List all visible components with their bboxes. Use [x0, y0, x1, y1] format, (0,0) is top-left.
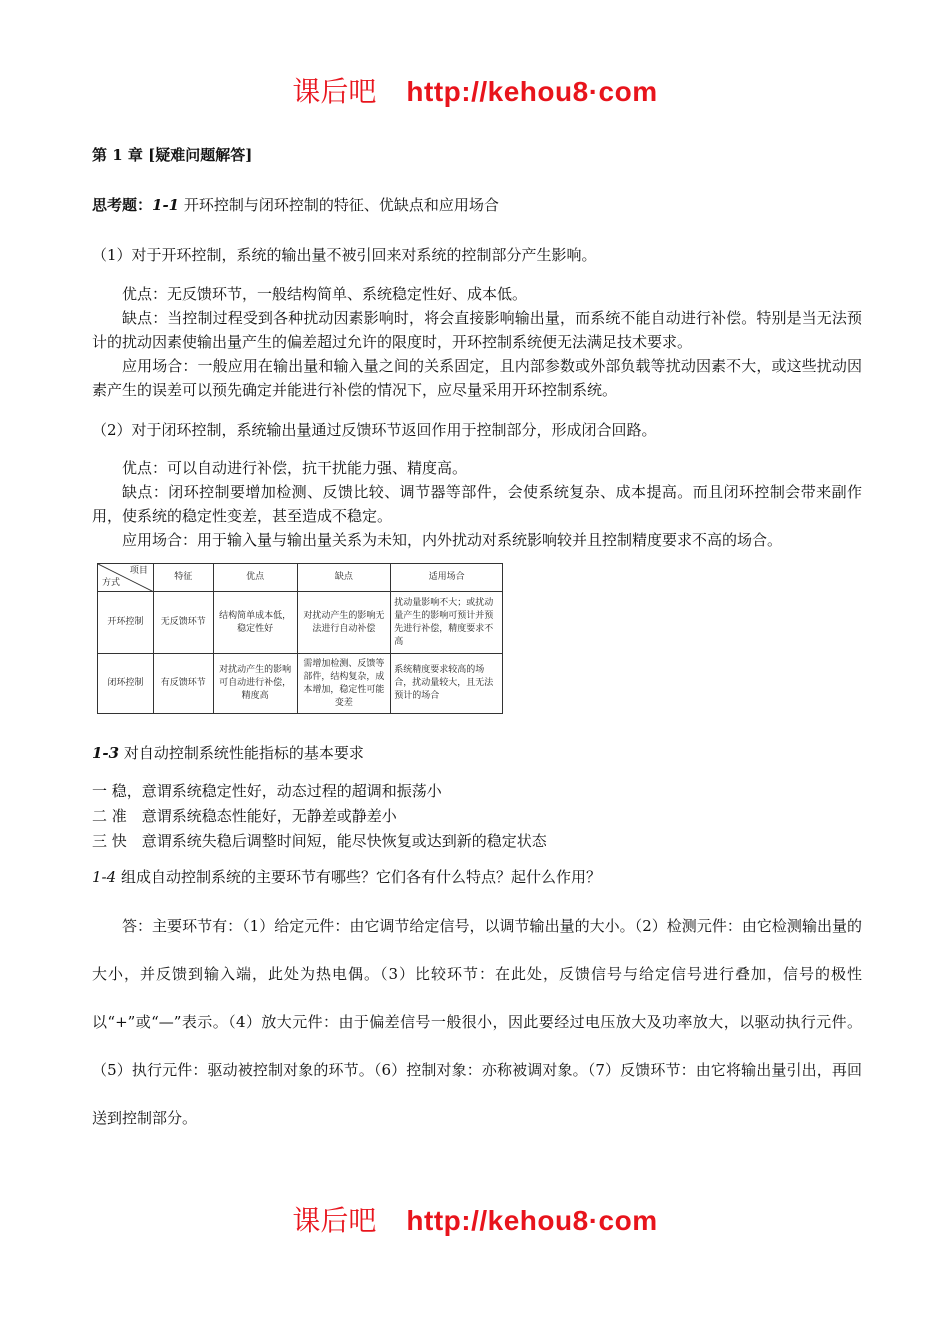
- open-loop-applications: 应用场合：一般应用在输出量和输入量之间的关系固定，且内部参数或外部负载等扰动因素不大，或这些扰动因素产生的误差可以预先确定并能进行补偿的情况下，应尽量采用开环控制系统。: [92, 357, 862, 399]
- question-1-1: [92, 194, 499, 216]
- closed-loop-disadvantages: 缺点：闭环控制要增加检测、反馈比较、调节器等部件，会使系统复杂、成本提高。而且闭环控制会带来副作用，使系统的稳定性变差，甚至造成不稳定。: [92, 483, 862, 525]
- question-1-3: [92, 742, 364, 764]
- question-label: 思考题：: [92, 196, 153, 214]
- closed-loop-advantages: 优点：可以自动进行补偿，抗干扰能力强、精度高。: [122, 459, 468, 477]
- question-number: 1-1: [152, 196, 180, 214]
- open-loop-advantages: 优点：无反馈环节，一般结构简单、系统稳定性好、成本低。: [122, 285, 528, 303]
- table-row: [98, 592, 503, 654]
- table-cell-use: 扰动量影响不大；或扰动量产生的影响可预计并预先进行补偿，精度要求不高: [391, 592, 503, 654]
- chapter-title: 第 1 章 [疑难问题解答]: [92, 146, 253, 164]
- closed-loop-intro: （2）对于闭环控制，系统输出量通过反馈环节返回作用于控制部分，形成闭合回路。: [92, 421, 657, 439]
- question-number: 1-4: [92, 868, 117, 886]
- watermark-site: 课后吧: [292, 75, 377, 108]
- closed-loop-applications: 应用场合：用于输入量与输出量关系为未知，内外扰动对系统影响较并且控制精度要求不高的场合。: [122, 531, 783, 549]
- table-cell-feature: 有反馈环节: [153, 654, 213, 714]
- table-cell-disadvantage: 对扰动产生的影响无法进行自动补偿: [297, 592, 391, 654]
- table-header-row: [98, 564, 503, 592]
- open-loop-disadvantages: 缺点：当控制过程受到各种扰动因素影响时，将会直接影响输出量，而系统不能自动进行补偿。特别是当无法预计的扰动因素使输出量产生的偏差超过允许的限度时，开环控制系统便无法满足技术要求。: [92, 309, 862, 351]
- corner-top-label: 项目: [129, 566, 148, 576]
- open-loop-intro: （1）对于开环控制，系统的输出量不被引回来对系统的控制部分产生影响。: [92, 246, 597, 264]
- watermark-site: 课后吧: [292, 1204, 377, 1237]
- table-cell-advantage: 对扰动产生的影响可自动进行补偿，精度高: [213, 654, 297, 714]
- table-header: 缺点: [297, 564, 391, 592]
- table-cell-advantage: 结构简单成本低，稳定性好: [213, 592, 297, 654]
- table-cell-mode: 闭环控制: [98, 654, 154, 714]
- watermark-url: http://kehou8·com: [406, 1205, 658, 1236]
- requirement-item: 二 准 意谓系统稳态性能好，无静差或静差小: [92, 807, 397, 825]
- table-cell-disadvantage: 需增加检测、反馈等部件，结构复杂，成本增加，稳定性可能变差: [297, 654, 391, 714]
- table-header: 适用场合: [391, 564, 503, 592]
- question-text: 对自动控制系统性能指标的基本要求: [123, 744, 364, 762]
- corner-bottom-label: 方式: [102, 578, 121, 588]
- table-cell-feature: 无反馈环节: [153, 592, 213, 654]
- table-corner-cell: [98, 564, 154, 592]
- question-text: 组成自动控制系统的主要环节有哪些？它们各有什么特点？起什么作用？: [120, 868, 601, 886]
- watermark-bottom: [0, 1199, 950, 1239]
- question-number: 1-3: [92, 744, 120, 762]
- table-row: [98, 654, 503, 714]
- watermark-top: [0, 70, 950, 110]
- watermark-url: http://kehou8·com: [406, 76, 658, 107]
- question-text: 开环控制与闭环控制的特征、优缺点和应用场合: [183, 196, 499, 214]
- table-header: 特征: [153, 564, 213, 592]
- answer-1-4: 答：主要环节有：（1）给定元件：由它调节给定信号，以调节输出量的大小。（2）检测元件：由它检测输出量的大小，并反馈到输入端，此处为热电偶。（3）比较环节：在此处，反馈信号与给定信号进行叠加，信号的极性以“+”或“—”表示。（4）放大元件：由于偏差信号一般很小，因此要经过电压放大及功率放大，以驱动执行元件。（5）执行元件：驱动被控制对象的环节。（6）控制对象：亦称被调对象。（7）反馈环节：由它将输出量引出，再回送到控制部分。: [92, 917, 862, 1127]
- comparison-table: [97, 563, 503, 714]
- requirement-item: 一 稳，意谓系统稳定性好，动态过程的超调和振荡小: [92, 782, 442, 800]
- table-header: 优点: [213, 564, 297, 592]
- closed-loop-details: [92, 456, 862, 552]
- open-loop-details: [92, 282, 862, 402]
- table-cell-use: 系统精度要求较高的场合，扰动量较大，且无法预计的场合: [391, 654, 503, 714]
- table-cell-mode: 开环控制: [98, 592, 154, 654]
- question-1-4: [92, 866, 601, 888]
- requirement-item: 三 快 意谓系统失稳后调整时间短，能尽快恢复或达到新的稳定状态: [92, 832, 547, 850]
